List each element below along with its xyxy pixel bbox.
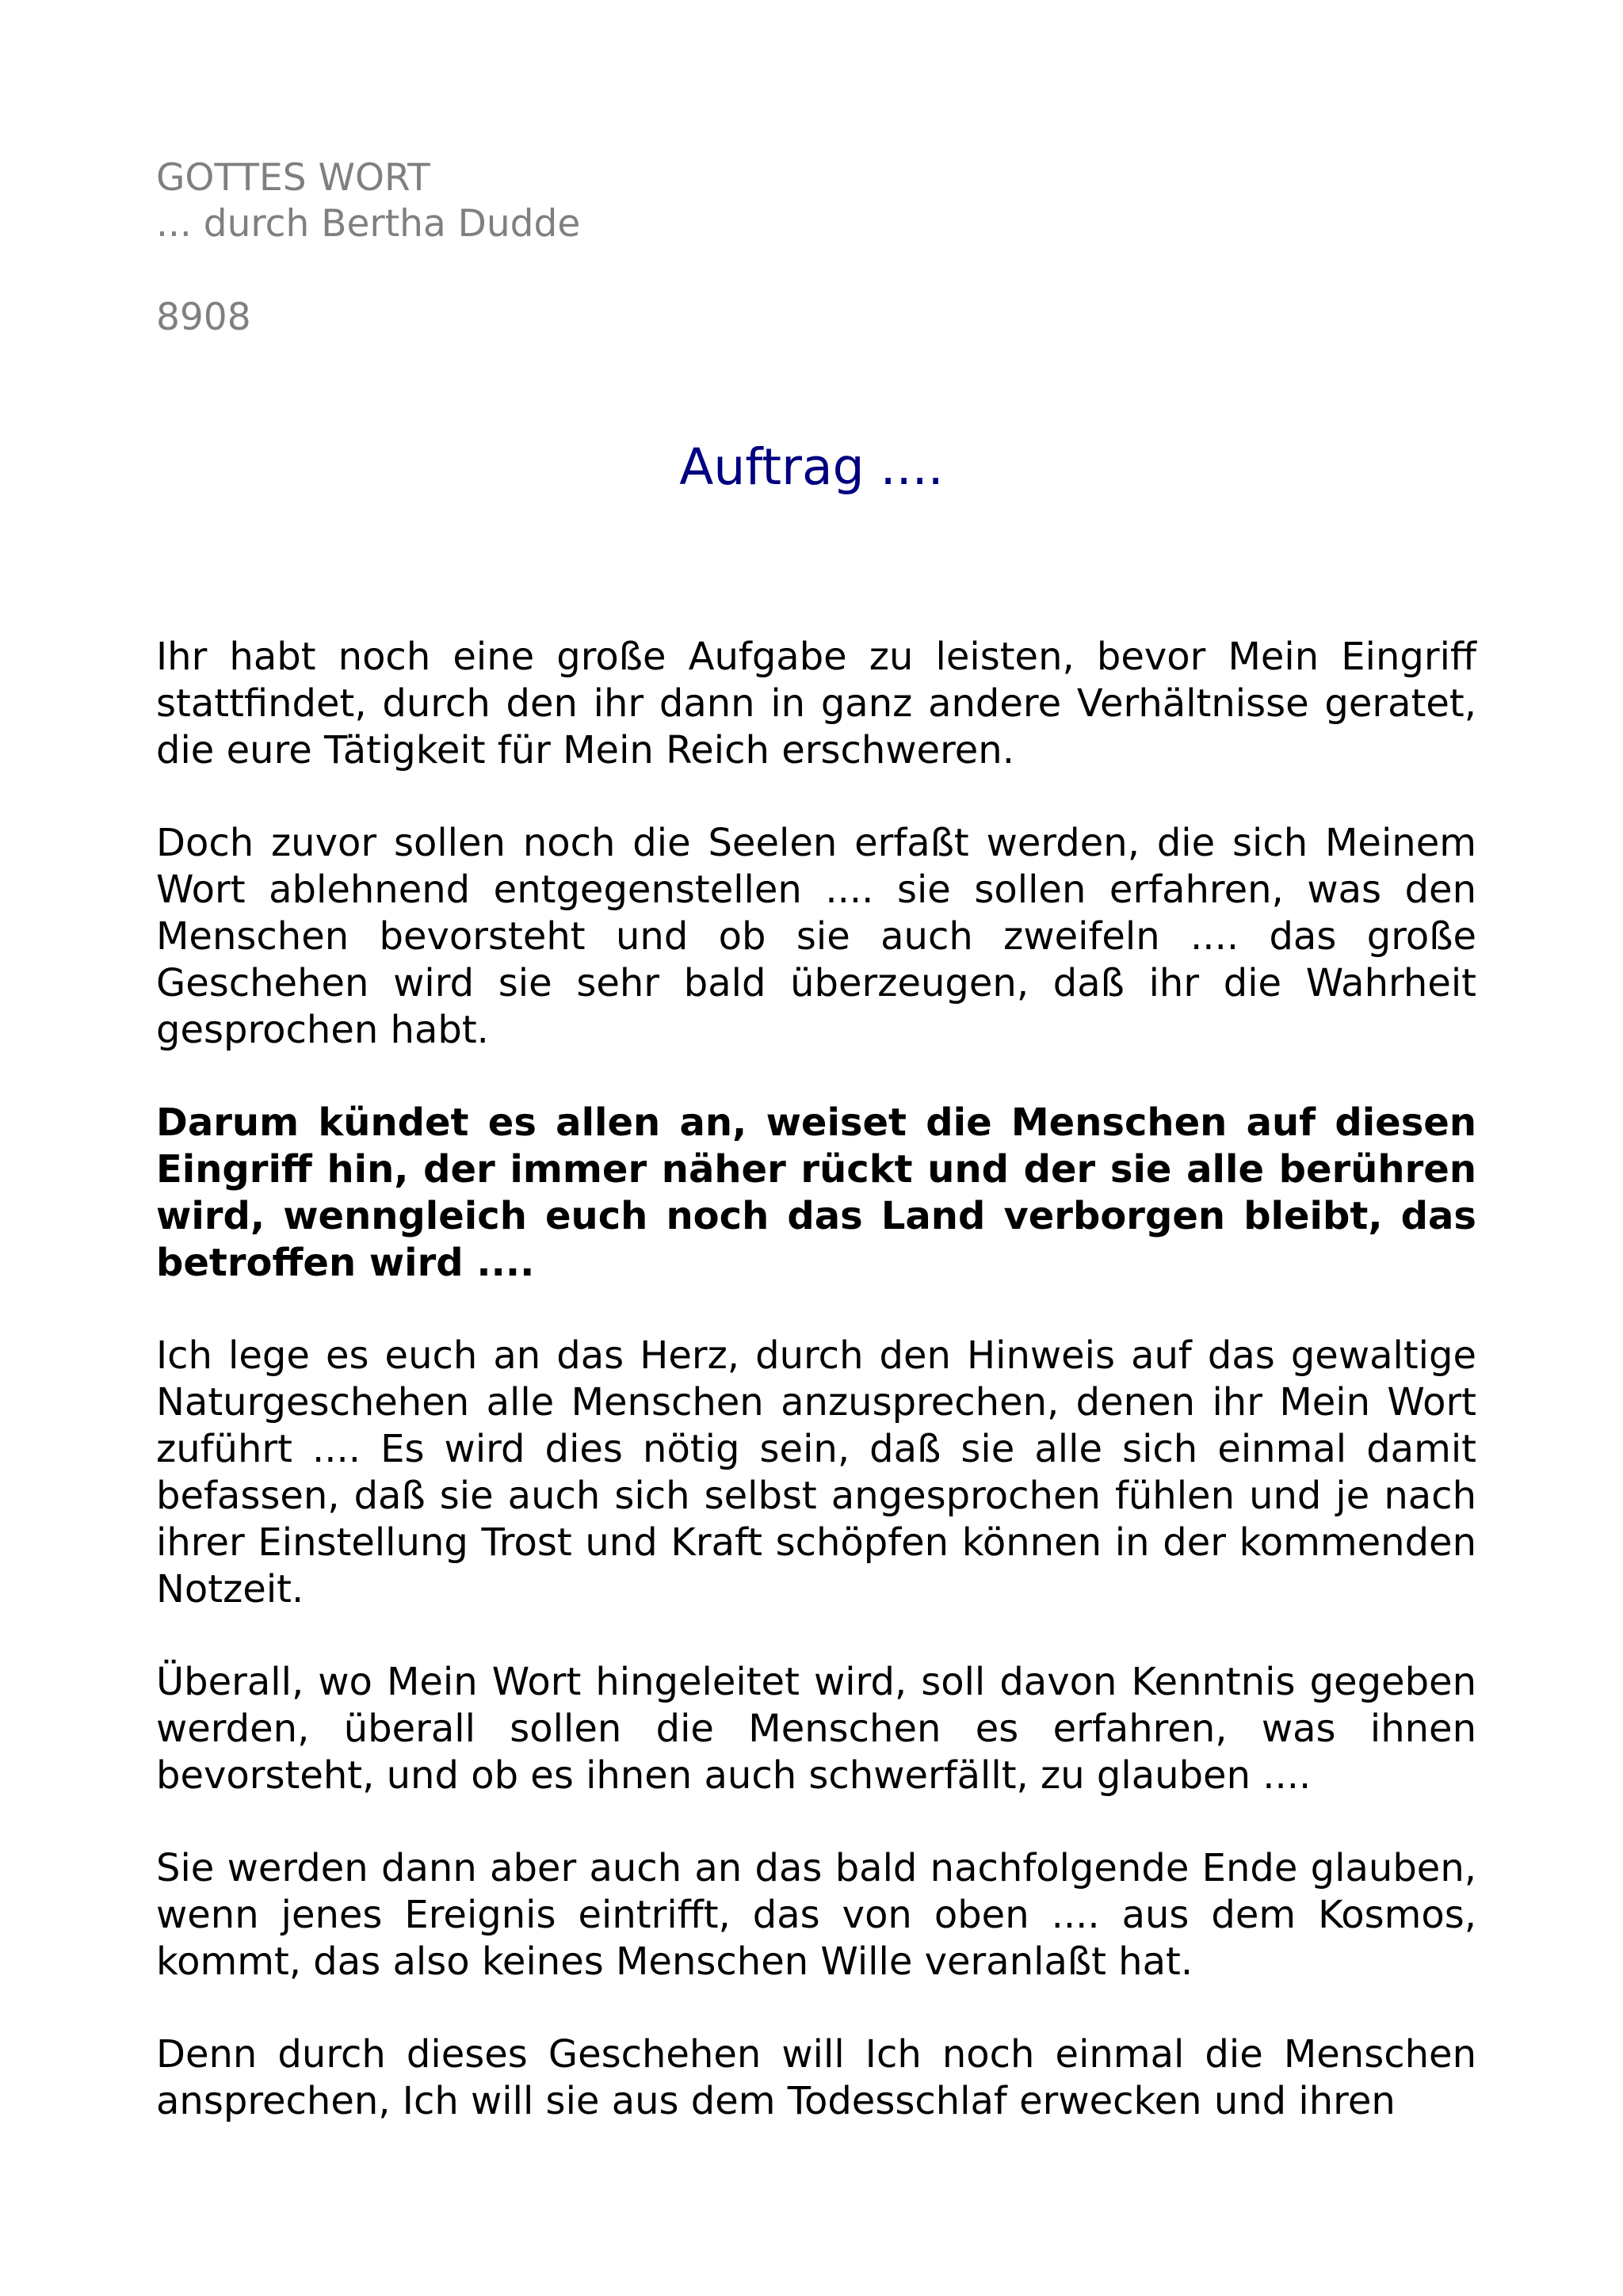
paragraph: Ich lege es euch an das Herz, durch den Hinweis auf das gewaltige Naturgeschehen alle Menschen anzusprechen, denen ihr Mein Wort zuführt .... Es wird dies nötig sein, daß sie alle sich einmal damit befassen, daß sie auch sich selbst angesprochen fühlen und je nach ihrer Einstellung Trost und Kraft schöpfen können in der kommenden Notzeit. bbox=[156, 1333, 1476, 1611]
document-header bbox=[156, 155, 580, 247]
paragraph: Doch zuvor sollen noch die Seelen erfaßt werden, die sich Meinem Wort ablehnend entgegenstellen .... sie sollen erfahren, was den Menschen bevorsteht und ob sie auch zweifeln .... das große Geschehen wird sie sehr bald überzeugen, daß ihr die Wahrheit gesprochen habt. bbox=[156, 821, 1476, 1052]
paragraph-bold: Darum kündet es allen an, weiset die Menschen auf diesen Eingriff hin, der immer näher rückt und der sie alle berühren wird, wenngleich euch noch das Land verborgen bleibt, das betroffen wird .... bbox=[156, 1100, 1476, 1285]
paragraph: Überall, wo Mein Wort hingeleitet wird, soll davon Kenntnis gegeben werden, überall sollen die Menschen es erfahren, was ihnen bevorsteht, und ob es ihnen auch schwerfällt, zu glauben .... bbox=[156, 1660, 1476, 1798]
document-title: Auftrag .... bbox=[679, 438, 944, 496]
document-number: 8908 bbox=[156, 296, 251, 339]
paragraph: Ihr habt noch eine große Aufgabe zu leisten, bevor Mein Eingriff stattfindet, durch den ihr dann in ganz andere Verhältnisse geratet, die eure Tätigkeit für Mein Reich erschweren. bbox=[156, 635, 1476, 772]
paragraph: Sie werden dann aber auch an das bald nachfolgende Ende glauben, wenn jenes Ereignis eintrifft, das von oben .... aus dem Kosmos, kommt, das also keines Menschen Wille veranlaßt hat. bbox=[156, 1846, 1476, 1984]
header-title: GOTTES WORT bbox=[156, 156, 430, 200]
paragraph: Denn durch dieses Geschehen will Ich noch einmal die Menschen ansprechen, Ich will sie aus dem Todesschlaf erwecken und ihren bbox=[156, 2032, 1476, 2123]
document-body bbox=[156, 634, 1476, 2171]
header-author: ... durch Bertha Dudde bbox=[156, 202, 581, 246]
